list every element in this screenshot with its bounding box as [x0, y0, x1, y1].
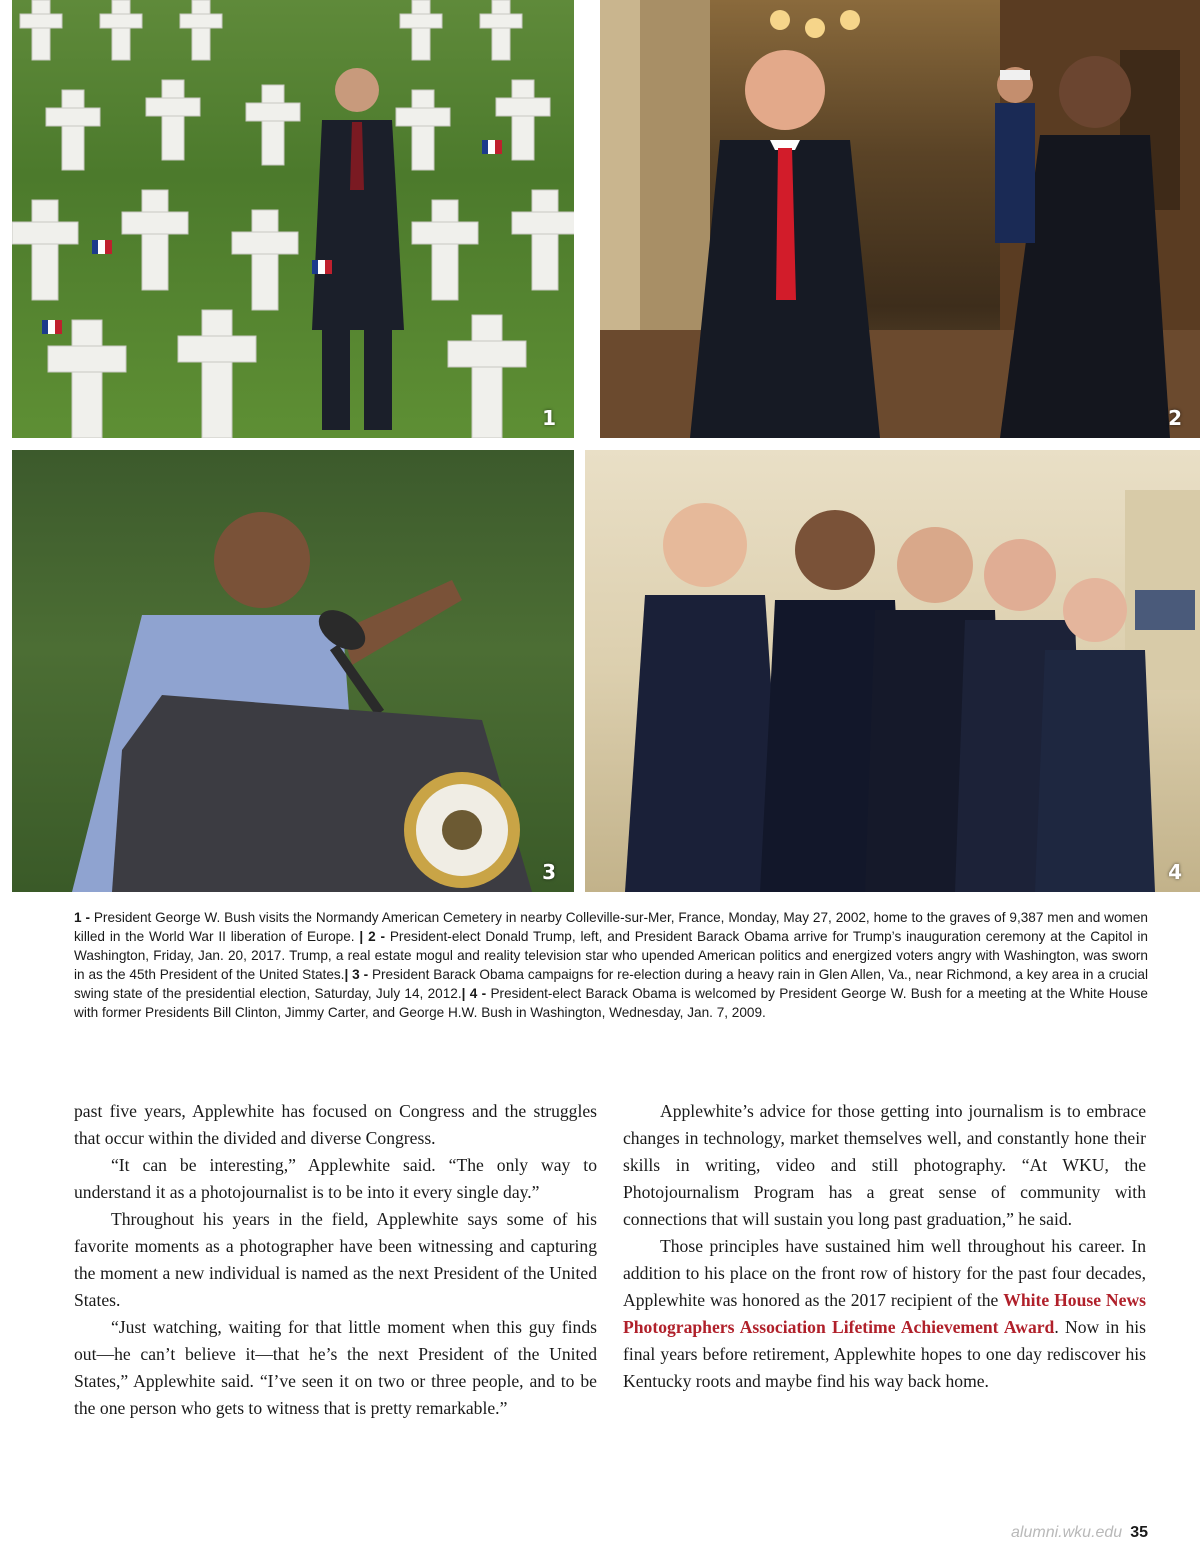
caption-3-text: President Barack Obama campaigns for re-election during a heavy rain in Glen Allen, Va., near Richmond, a key area in a crucial swing state of the presidential election, Saturday, July 14, 2012.: [74, 967, 1148, 1001]
man-figure: [312, 68, 404, 430]
photo-campaign-rain: [12, 450, 574, 892]
caption-4-text: President-elect Barack Obama is welcomed by President George W. Bush for a meeting at the White House with former Presidents Bill Clinton, Jimmy Carter, and George H.W. Bush in Washington, Wednesday, Jan. 7, 2009.: [74, 986, 1148, 1020]
page-footer: [1011, 1524, 1148, 1542]
man-left: [690, 50, 880, 438]
caption-4-number: 4 -: [469, 986, 487, 1001]
capitol-illustration: [600, 0, 1200, 438]
caption-separator: |: [359, 929, 369, 944]
page-number: 35: [1130, 1524, 1148, 1541]
article-paragraph: past five years, Applewhite has focused on Congress and the struggles that occur within the divided and diverse Congress.: [74, 1101, 597, 1148]
article-column-left: [74, 1098, 597, 1422]
caption-2-number: 2 -: [368, 929, 386, 944]
article-paragraph: Applewhite’s advice for those getting into journalism is to embrace changes in technology, market themselves well, and constantly hone their skills in writing, video and still photography. “At WKU, the Photojournalism Program has a great sense of community with connections that will sustain you long past graduation,” he said.: [623, 1101, 1146, 1229]
caption-1-number: 1 -: [74, 910, 90, 925]
photo-five-presidents: [585, 450, 1200, 892]
paragraph-text: . Now in his final years before retirement, Applewhite hopes to one day rediscover his Kentucky roots and maybe find his way back home.: [623, 1317, 1146, 1391]
guard: [995, 67, 1035, 243]
caption-2-text: President-elect Donald Trump, left, and President Barack Obama arrive for Trump’s inauguration ceremony at the Capitol in Washington, Friday, Jan. 20, 2017. Trump, a real estate mogul and reality television star who upended American politics and energized voters angry with Washington, was sworn in as the 45th President of the United States.: [74, 929, 1148, 982]
article-paragraph: “It can be interesting,” Applewhite said. “The only way to understand it as a photojournalist is to be into it every single day.”: [74, 1155, 597, 1202]
photo-capitol-arrival: [600, 0, 1200, 438]
photo-number: 3: [542, 860, 556, 884]
presidents-illustration: [585, 450, 1200, 892]
person-1: [625, 503, 785, 892]
photo-number: 4: [1168, 860, 1182, 884]
article-column-right: [623, 1098, 1146, 1395]
paragraph-text: Those principles have sustained him well throughout his career. In addition to his place on the front row of history for the past four decades, Applewhite was honored as the 2017 recipient of the: [623, 1236, 1146, 1310]
photo-number: 1: [542, 406, 556, 430]
footer-site: alumni.wku.edu: [1011, 1524, 1123, 1541]
caption-separator: |: [461, 986, 470, 1001]
article-paragraph: Throughout his years in the field, Applewhite says some of his favorite moments as a photographer have been witnessing and capturing the moment a new individual is named as the next President of the United States.: [74, 1209, 597, 1310]
podium-illustration: [12, 450, 574, 892]
caption-separator: |: [344, 967, 353, 982]
photo-number: 2: [1168, 406, 1182, 430]
photo-cemetery: [12, 0, 574, 438]
caption-1-text: President George W. Bush visits the Normandy American Cemetery in nearby Colleville-sur-Mer, France, Monday, May 27, 2002, home to the graves of 9,387 men and women killed in the World War II liberation of Europe.: [74, 910, 1148, 944]
cemetery-illustration: [12, 0, 574, 438]
article-paragraph: [623, 1233, 1146, 1395]
article-paragraph: “Just watching, waiting for that little moment when this guy finds out—he can’t believe it—that he’s the next President of the United States,” Applewhite said. “I’ve seen it on two or three people, and to be the one person who gets to witness that is pretty remarkable.”: [74, 1317, 597, 1418]
photo-captions: [74, 908, 1148, 1022]
award-link[interactable]: White House News Photographers Association Lifetime Achievement Award: [623, 1290, 1146, 1337]
caption-3-number: 3 -: [352, 967, 369, 982]
